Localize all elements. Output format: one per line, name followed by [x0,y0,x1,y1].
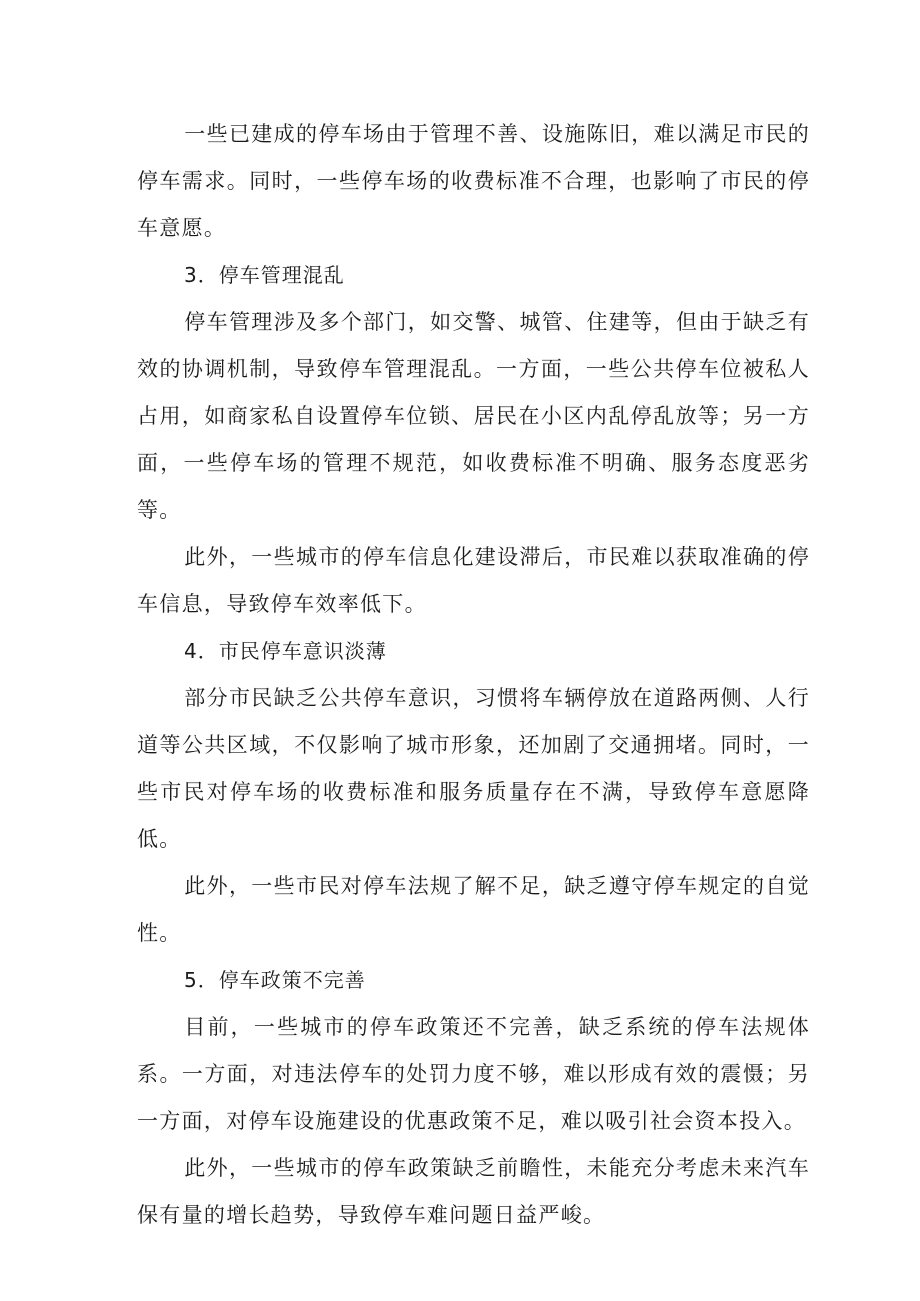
paragraph: 停车管理涉及多个部门，如交警、城管、住建等，但由于缺乏有效的协调机制，导致停车管理混乱。一方面，一些公共停车位被私人占用，如商家私自设置停车位锁、居民在小区内乱停乱放等；另一方面，一些停车场的管理不规范，如收费标准不明确、服务态度恶劣等。 [137,310,810,522]
paragraph: 此外，一些市民对停车法规了解不足，缺乏遵守停车规定的自觉性。 [137,874,810,945]
document-body [137,111,810,1239]
paragraph: 此外，一些城市的停车信息化建设滞后，市民难以获取准确的停车信息，导致停车效率低下。 [137,545,810,616]
paragraph: 此外，一些城市的停车政策缺乏前瞻性，未能充分考虑未来汽车保有量的增长趋势，导致停车难问题日益严峻。 [137,1156,810,1227]
section-heading: 3．停车管理混乱 [184,263,345,287]
section-heading: 5．停车政策不完善 [184,968,366,992]
paragraph: 部分市民缺乏公共停车意识，习惯将车辆停放在道路两侧、人行道等公共区域，不仅影响了城市形象，还加剧了交通拥堵。同时，一些市民对停车场的收费标准和服务质量存在不满，导致停车意愿降低。 [137,686,810,851]
paragraph: 一些已建成的停车场由于管理不善、设施陈旧，难以满足市民的停车需求。同时，一些停车场的收费标准不合理，也影响了市民的停车意愿。 [137,122,810,240]
paragraph: 目前，一些城市的停车政策还不完善，缺乏系统的停车法规体系。一方面，对违法停车的处罚力度不够，难以形成有效的震慑；另一方面，对停车设施建设的优惠政策不足，难以吸引社会资本投入。 [137,1015,810,1133]
section-heading: 4．市民停车意识淡薄 [184,639,387,663]
